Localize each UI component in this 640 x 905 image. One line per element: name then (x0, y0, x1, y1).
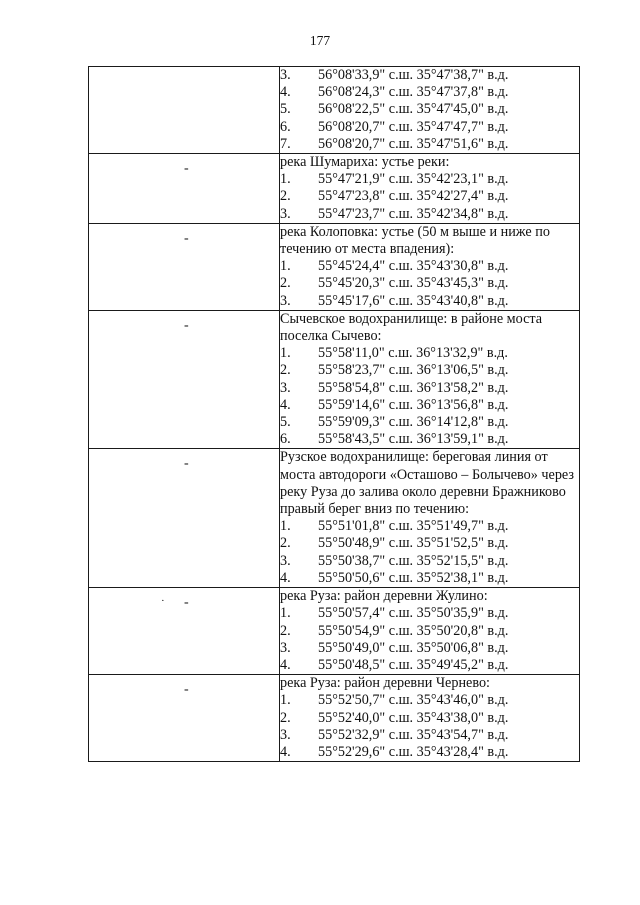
point-number: 1. (280, 605, 291, 622)
point-coordinate: 56°08'24,3" с.ш. 35°47'37,8" в.д. (318, 84, 509, 101)
location-heading: река Руза: район деревни Жулино: (280, 588, 488, 605)
point-coordinate: 55°50'48,5" с.ш. 35°49'45,2" в.д. (318, 656, 509, 673)
location-heading: Рузское водохранилище: береговая линия от моста автодороги «Осташово – Болычево» через реку Руза до залива около деревни Бражниково правый берег вниз по течению: (280, 449, 574, 518)
coordinate-point (280, 414, 579, 431)
point-number: 4. (280, 84, 291, 101)
table-row (89, 67, 580, 154)
stray-mark: · (161, 595, 165, 608)
row-label-cell (89, 675, 280, 762)
point-number: 3. (280, 292, 291, 309)
coordinate-point (280, 171, 579, 188)
coordinate-point (280, 275, 579, 292)
point-number: 5. (280, 101, 291, 118)
point-number: 6. (280, 118, 291, 135)
row-content-cell (280, 67, 580, 154)
point-number: 2. (280, 362, 291, 379)
point-coordinate: 55°52'40,0" с.ш. 35°43'38,0" в.д. (318, 709, 509, 726)
point-number: 3. (280, 552, 291, 569)
point-coordinate: 55°52'32,9" с.ш. 35°43'54,7" в.д. (318, 726, 509, 743)
point-coordinate: 56°08'22,5" с.ш. 35°47'45,0" в.д. (318, 101, 509, 118)
point-number: 1. (280, 692, 291, 709)
coordinates-table (88, 66, 580, 762)
point-coordinate: 55°58'43,5" с.ш. 36°13'59,1" в.д. (318, 431, 509, 448)
coordinate-point (280, 206, 579, 223)
coordinate-point (280, 101, 579, 118)
table-row (89, 223, 580, 310)
point-coordinate: 55°50'54,9" с.ш. 35°50'20,8" в.д. (318, 622, 509, 639)
point-coordinate: 56°08'33,9" с.ш. 35°47'38,7" в.д. (318, 67, 509, 83)
location-heading: река Колоповка: устье (50 м выше и ниже по течению от места впадения): (280, 223, 550, 258)
point-coordinate: 55°50'50,6" с.ш. 35°52'38,1" в.д. (318, 569, 509, 586)
point-coordinate: 56°08'20,7" с.ш. 35°47'47,7" в.д. (318, 118, 509, 135)
coordinate-point (280, 67, 579, 84)
coordinate-point (280, 657, 579, 674)
point-coordinate: 55°58'54,8" с.ш. 36°13'58,2" в.д. (318, 379, 509, 396)
row-content-cell (280, 154, 580, 224)
coordinate-point (280, 623, 579, 640)
point-number: 2. (280, 709, 291, 726)
coordinate-point (280, 710, 579, 727)
point-coordinate: 55°52'29,6" с.ш. 35°43'28,4" в.д. (318, 743, 509, 760)
coordinate-point (280, 744, 579, 761)
row-marker: - (184, 161, 189, 177)
table-row (89, 588, 580, 675)
coordinate-point (280, 362, 579, 379)
coordinate-point (280, 553, 579, 570)
coordinate-point (280, 570, 579, 587)
point-number: 3. (280, 726, 291, 743)
point-number: 6. (280, 431, 291, 448)
row-content-cell (280, 675, 580, 762)
point-coordinate: 55°59'09,3" с.ш. 36°14'12,8" в.д. (318, 414, 509, 431)
point-coordinate: 55°50'48,9" с.ш. 35°51'52,5" в.д. (318, 535, 509, 552)
row-label-cell (89, 588, 280, 675)
point-coordinate: 55°51'01,8" с.ш. 35°51'49,7" в.д. (318, 518, 509, 535)
point-number: 2. (280, 275, 291, 292)
point-coordinate: 55°47'21,9" с.ш. 35°42'23,1" в.д. (318, 171, 509, 188)
point-number: 4. (280, 396, 291, 413)
coordinate-point (280, 84, 579, 101)
location-heading: река Руза: район деревни Чернево: (280, 675, 490, 692)
point-number: 3. (280, 639, 291, 656)
point-coordinate: 55°45'20,3" с.ш. 35°43'45,3" в.д. (318, 275, 509, 292)
table-row (89, 310, 580, 449)
point-coordinate: 55°45'17,6" с.ш. 35°43'40,8" в.д. (318, 292, 509, 309)
point-coordinate: 55°50'57,4" с.ш. 35°50'35,9" в.д. (318, 605, 509, 622)
row-label-cell (89, 310, 280, 449)
point-number: 2. (280, 622, 291, 639)
table-row (89, 449, 580, 588)
coordinate-point (280, 258, 579, 275)
table-row (89, 154, 580, 224)
point-number: 3. (280, 67, 291, 83)
coordinate-point (280, 535, 579, 552)
row-content-cell (280, 223, 580, 310)
coordinate-point (280, 380, 579, 397)
point-coordinate: 55°58'11,0" с.ш. 36°13'32,9" в.д. (318, 345, 508, 362)
point-number: 3. (280, 205, 291, 222)
point-number: 4. (280, 656, 291, 673)
coordinate-point (280, 345, 579, 362)
location-heading: река Шумариха: устье реки: (280, 154, 450, 171)
point-number: 4. (280, 743, 291, 760)
coordinate-point (280, 692, 579, 709)
row-content-cell (280, 588, 580, 675)
point-number: 2. (280, 535, 291, 552)
coordinate-point (280, 431, 579, 448)
row-content-cell (280, 310, 580, 449)
point-coordinate: 56°08'20,7" с.ш. 35°47'51,6" в.д. (318, 135, 509, 152)
row-marker: - (184, 317, 189, 333)
point-number: 3. (280, 379, 291, 396)
point-coordinate: 55°47'23,8" с.ш. 35°42'27,4" в.д. (318, 188, 509, 205)
row-label-cell (89, 67, 280, 154)
coordinate-point (280, 188, 579, 205)
point-number: 7. (280, 135, 291, 152)
location-heading: Сычевское водохранилище: в районе моста поселка Сычево: (280, 310, 543, 345)
point-number: 1. (280, 345, 291, 362)
coordinate-point (280, 727, 579, 744)
coordinate-point (280, 640, 579, 657)
row-label-cell (89, 449, 280, 588)
point-coordinate: 55°47'23,7" с.ш. 35°42'34,8" в.д. (318, 205, 509, 222)
table-row (89, 675, 580, 762)
point-number: 1. (280, 518, 291, 535)
point-coordinate: 55°50'49,0" с.ш. 35°50'06,8" в.д. (318, 639, 509, 656)
row-label-cell (89, 223, 280, 310)
point-number: 1. (280, 258, 291, 275)
row-marker: - (184, 456, 189, 472)
row-content-cell (280, 449, 580, 588)
point-number: 1. (280, 171, 291, 188)
row-label-cell (89, 154, 280, 224)
point-number: 5. (280, 414, 291, 431)
row-marker: - (184, 595, 189, 611)
point-coordinate: 55°58'23,7" с.ш. 36°13'06,5" в.д. (318, 362, 509, 379)
coordinate-point (280, 518, 579, 535)
coordinate-point (280, 119, 579, 136)
point-number: 2. (280, 188, 291, 205)
coordinate-point (280, 397, 579, 414)
point-coordinate: 55°45'24,4" с.ш. 35°43'30,8" в.д. (318, 258, 509, 275)
coordinate-point (280, 136, 579, 153)
point-coordinate: 55°59'14,6" с.ш. 36°13'56,8" в.д. (318, 396, 509, 413)
row-marker: - (184, 682, 189, 698)
point-coordinate: 55°52'50,7" с.ш. 35°43'46,0" в.д. (318, 692, 509, 709)
coordinate-point (280, 293, 579, 310)
point-number: 4. (280, 569, 291, 586)
coordinate-point (280, 605, 579, 622)
page-number: 177 (309, 33, 331, 48)
point-coordinate: 55°50'38,7" с.ш. 35°52'15,5" в.д. (318, 552, 509, 569)
row-marker: - (184, 230, 189, 246)
